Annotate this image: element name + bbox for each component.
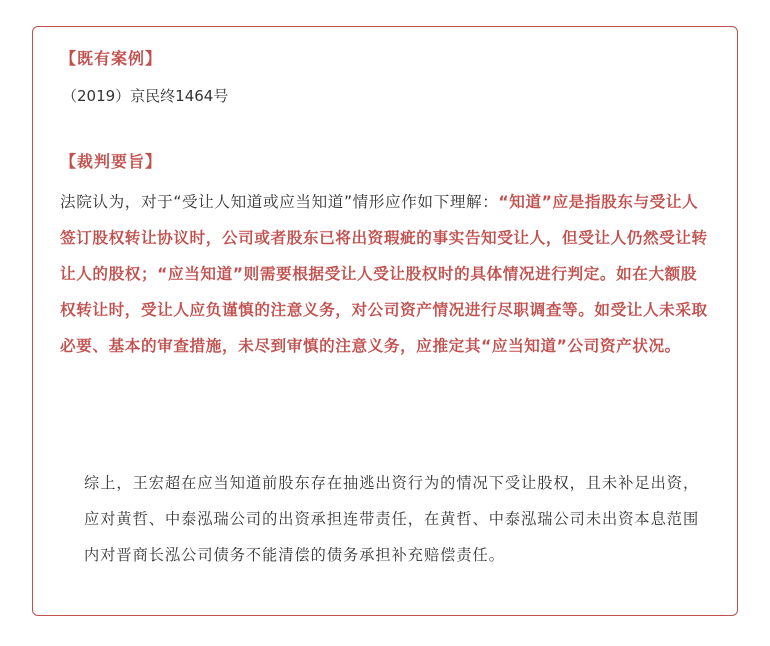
case-number: （2019）京民终1464号: [62, 87, 229, 105]
holding-paragraph: [60, 184, 712, 364]
holding-intro: 法院认为，对于“受让人知道或应当知道”情形应作如下理解：: [60, 193, 499, 211]
conclusion-paragraph: 综上，王宏超在应当知道前股东存在抽逃出资行为的情况下受让股权，且未补足出资，应对黄哲、中泰泓瑞公司的出资承担连带责任，在黄哲、中泰泓瑞公司未出资本息范围内对晋商长泓公司债务不能清偿的债务承担补充赔偿责任。: [84, 474, 700, 564]
holding-emphasis: “知道”应是指股东与受让人签订股权转让协议时，公司或者股东已将出资瑕疵的事实告知受让人，但受让人仍然受让转让人的股权；“应当知道”则需要根据受让人受让股权时的具体情况进行判定。如在大额股权转让时，受让人应负谨慎的注意义务，对公司资产情况进行尽职调查等。如受让人未采取必要、基本的审查措施，未尽到审慎的注意义务，应推定其“应当知道”公司资产状况。: [60, 193, 708, 355]
judgment-key-heading: 【裁判要旨】: [60, 152, 163, 171]
existing-case-heading: 【既有案例】: [60, 49, 163, 68]
